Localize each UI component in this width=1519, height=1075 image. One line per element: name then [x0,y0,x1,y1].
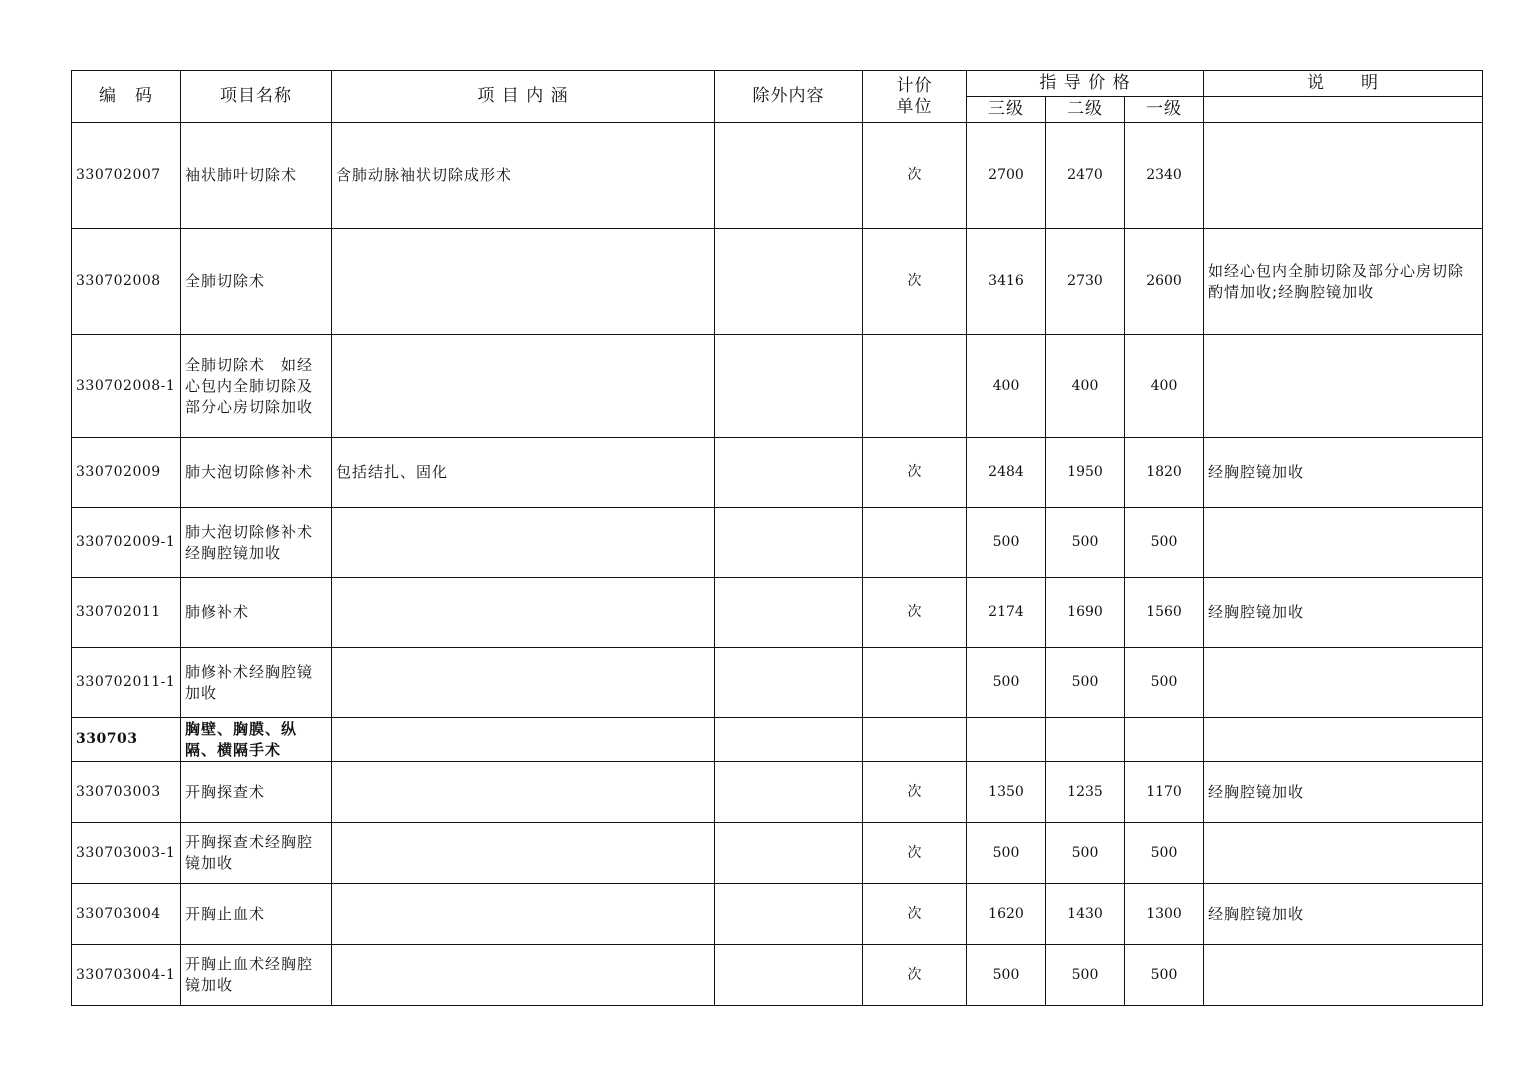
row-price-level2: 500 [1046,823,1125,884]
row-name: 肺大泡切除修补术经胸腔镜加收 [181,508,332,578]
row-code: 330703003 [72,762,181,823]
table-row [72,123,1483,229]
row-name: 肺修补术 [181,578,332,648]
header-unit [863,71,967,123]
row-note [1204,648,1483,718]
table-row [72,229,1483,335]
row-price-level2: 500 [1046,945,1125,1006]
row-name: 全肺切除术 如经心包内全肺切除及部分心房切除加收 [181,335,332,438]
row-price-level2: 1235 [1046,762,1125,823]
row-name: 全肺切除术 [181,229,332,335]
row-price-level3: 500 [967,945,1046,1006]
row-code: 330703003-1 [72,823,181,884]
row-note: 经胸腔镜加收 [1204,762,1483,823]
row-code: 330703 [72,718,181,762]
table-row [72,578,1483,648]
table-row [72,508,1483,578]
row-note [1204,123,1483,229]
row-price-level1: 500 [1125,648,1204,718]
row-unit: 次 [863,123,967,229]
header-content: 项 目 内 涵 [332,71,715,123]
row-price-level3: 400 [967,335,1046,438]
row-price-level3 [967,718,1046,762]
row-code: 330702009 [72,438,181,508]
row-price-level1 [1125,718,1204,762]
row-content: 含肺动脉袖状切除成形术 [332,123,715,229]
row-unit: 次 [863,823,967,884]
row-price-level3: 2174 [967,578,1046,648]
row-price-level1: 1170 [1125,762,1204,823]
row-unit: 次 [863,762,967,823]
table-row [72,762,1483,823]
row-content [332,945,715,1006]
row-unit [863,648,967,718]
row-content [332,884,715,945]
row-exclude [715,648,863,718]
row-price-level1: 1560 [1125,578,1204,648]
row-unit: 次 [863,438,967,508]
table-row [72,884,1483,945]
header-note: 说 明 [1204,71,1483,97]
row-code: 330702011 [72,578,181,648]
row-content: 包括结扎、固化 [332,438,715,508]
row-content [332,762,715,823]
row-price-level1: 500 [1125,508,1204,578]
header-level1: 一级 [1125,97,1204,123]
row-unit [863,335,967,438]
row-exclude [715,718,863,762]
table-body [72,123,1483,1006]
row-price-level3: 1350 [967,762,1046,823]
row-note: 经胸腔镜加收 [1204,438,1483,508]
row-price-level1: 500 [1125,823,1204,884]
row-price-level1: 2600 [1125,229,1204,335]
header-price: 指 导 价 格 [967,71,1204,97]
row-code: 330702011-1 [72,648,181,718]
row-price-level1: 2340 [1125,123,1204,229]
row-exclude [715,123,863,229]
row-price-level3: 3416 [967,229,1046,335]
table-header [72,71,1483,123]
row-price-level2: 1690 [1046,578,1125,648]
row-unit: 次 [863,884,967,945]
row-name: 肺修补术经胸腔镜加收 [181,648,332,718]
row-exclude [715,578,863,648]
row-price-level2: 400 [1046,335,1125,438]
row-price-level1: 500 [1125,945,1204,1006]
row-unit [863,508,967,578]
header-exclude: 除外内容 [715,71,863,123]
price-table [71,70,1483,1006]
header-name: 项目名称 [181,71,332,123]
row-price-level3: 500 [967,508,1046,578]
row-exclude [715,823,863,884]
row-price-level1: 400 [1125,335,1204,438]
table-row [72,648,1483,718]
row-content [332,648,715,718]
table-row [72,438,1483,508]
row-note [1204,508,1483,578]
row-code: 330702008-1 [72,335,181,438]
row-price-level2 [1046,718,1125,762]
row-exclude [715,335,863,438]
row-price-level1: 1820 [1125,438,1204,508]
row-name: 胸壁、胸膜、纵隔、横隔手术 [181,718,332,762]
row-note [1204,335,1483,438]
row-content [332,718,715,762]
row-name: 肺大泡切除修补术 [181,438,332,508]
row-name: 开胸止血术 [181,884,332,945]
row-note: 经胸腔镜加收 [1204,578,1483,648]
row-content [332,508,715,578]
header-code: 编 码 [72,71,181,123]
row-code: 330703004-1 [72,945,181,1006]
row-price-level2: 2470 [1046,123,1125,229]
row-unit: 次 [863,945,967,1006]
row-unit: 次 [863,578,967,648]
header-unit-line2: 单位 [896,96,933,117]
row-name: 开胸探查术经胸腔镜加收 [181,823,332,884]
row-price-level3: 2484 [967,438,1046,508]
row-name: 袖状肺叶切除术 [181,123,332,229]
row-price-level3: 2700 [967,123,1046,229]
row-content [332,229,715,335]
header-level3: 三级 [967,97,1046,123]
row-note [1204,945,1483,1006]
row-note [1204,823,1483,884]
row-exclude [715,508,863,578]
row-price-level2: 1430 [1046,884,1125,945]
header-unit-line1: 计价 [896,75,933,96]
row-exclude [715,945,863,1006]
row-exclude [715,229,863,335]
table-row [72,945,1483,1006]
row-name: 开胸止血术经胸腔镜加收 [181,945,332,1006]
row-price-level1: 1300 [1125,884,1204,945]
row-code: 330702009-1 [72,508,181,578]
row-content [332,335,715,438]
row-content [332,578,715,648]
row-price-level2: 500 [1046,648,1125,718]
row-unit [863,718,967,762]
row-note: 经胸腔镜加收 [1204,884,1483,945]
table-row [72,823,1483,884]
row-price-level2: 1950 [1046,438,1125,508]
row-price-level2: 2730 [1046,229,1125,335]
row-note: 如经心包内全肺切除及部分心房切除酌情加收;经胸腔镜加收 [1204,229,1483,335]
row-price-level3: 500 [967,823,1046,884]
row-code: 330703004 [72,884,181,945]
row-exclude [715,438,863,508]
header-note-blank [1204,97,1483,123]
row-price-level3: 1620 [967,884,1046,945]
header-level2: 二级 [1046,97,1125,123]
row-name: 开胸探查术 [181,762,332,823]
table-row [72,718,1483,762]
table-row [72,335,1483,438]
row-code: 330702007 [72,123,181,229]
row-content [332,823,715,884]
row-exclude [715,762,863,823]
row-code: 330702008 [72,229,181,335]
row-price-level3: 500 [967,648,1046,718]
row-price-level2: 500 [1046,508,1125,578]
row-unit: 次 [863,229,967,335]
row-exclude [715,884,863,945]
row-note [1204,718,1483,762]
